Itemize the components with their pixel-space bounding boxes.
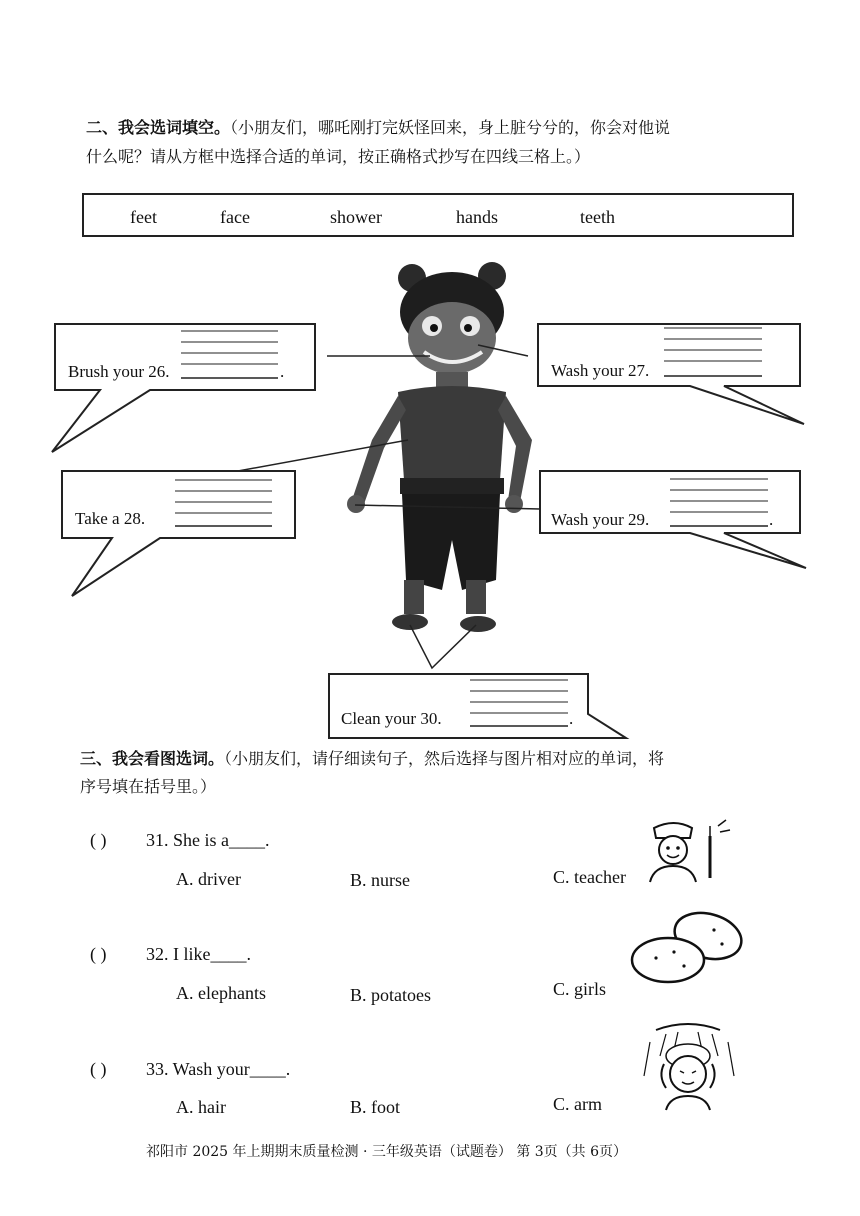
potatoes-picture: [628, 906, 746, 986]
q31-option-a: A. driver: [176, 869, 241, 889]
section2-instruction-2: 什么呢？请从方框中选择合适的单词，按正确格式抄写在四线三格上。）: [86, 147, 591, 166]
word-bank-item: feet: [130, 207, 157, 227]
section3-instruction-2: 序号填在括号里。）: [80, 777, 217, 796]
bubble-28-text: Take a 28.: [75, 509, 146, 528]
page-footer: 祁阳市 2025 年上期期末质量检测 · 三年级英语（试题卷） 第 3页（共 6页）: [146, 1144, 628, 1160]
section3-title: 三、我会看图选词。: [80, 749, 225, 768]
q33-option-c: C. arm: [553, 1094, 602, 1114]
bubble-26-text: Brush your 26.: [68, 362, 170, 381]
q33-option-a: A. hair: [176, 1097, 226, 1117]
bubble-30-text: Clean your 30.: [341, 709, 442, 728]
nezha-figure: [347, 262, 532, 632]
section2-title: 二、我会选词填空。: [86, 118, 231, 137]
bubble-26-period: .: [280, 362, 285, 381]
q31-option-c: C. teacher: [553, 867, 626, 887]
bubble-30-period: .: [569, 709, 574, 728]
speech-bubble-28: [62, 471, 295, 596]
q31-option-b: B. nurse: [350, 870, 410, 890]
answer-paren-33[interactable]: ( ): [90, 1059, 107, 1079]
word-bank-item: shower: [330, 207, 382, 227]
answer-paren-32[interactable]: ( ): [90, 944, 107, 964]
question-33-stem: 33. Wash your____.: [146, 1059, 291, 1079]
q32-option-b: B. potatoes: [350, 985, 431, 1005]
q32-option-c: C. girls: [553, 979, 607, 999]
section3-heading: [80, 744, 796, 774]
speech-bubble-26: [52, 324, 315, 452]
section3-instruction-1: （小朋友们，请仔细读句子，然后选择与图片相对应的单词，将: [224, 749, 665, 768]
nurse-picture: [640, 818, 736, 884]
answer-paren-31[interactable]: ( ): [90, 830, 107, 850]
word-bank-item: hands: [456, 207, 498, 227]
question-31-stem: 31. She is a____.: [146, 830, 270, 850]
word-bank-item: face: [220, 207, 250, 227]
q32-option-a: A. elephants: [176, 983, 266, 1003]
washing-hair-picture: [636, 1016, 744, 1112]
section2-instruction-1: （小朋友们，哪吒刚打完妖怪回来，身上脏兮兮的，你会对他说: [230, 118, 671, 137]
bubble-29-text: Wash your 29.: [551, 510, 650, 529]
q33-option-b: B. foot: [350, 1097, 401, 1117]
word-bank-item: teeth: [580, 207, 615, 227]
bubble-27-text: Wash your 27.: [551, 361, 650, 380]
question-32-stem: 32. I like____.: [146, 944, 251, 964]
bubble-29-period: .: [769, 510, 774, 529]
